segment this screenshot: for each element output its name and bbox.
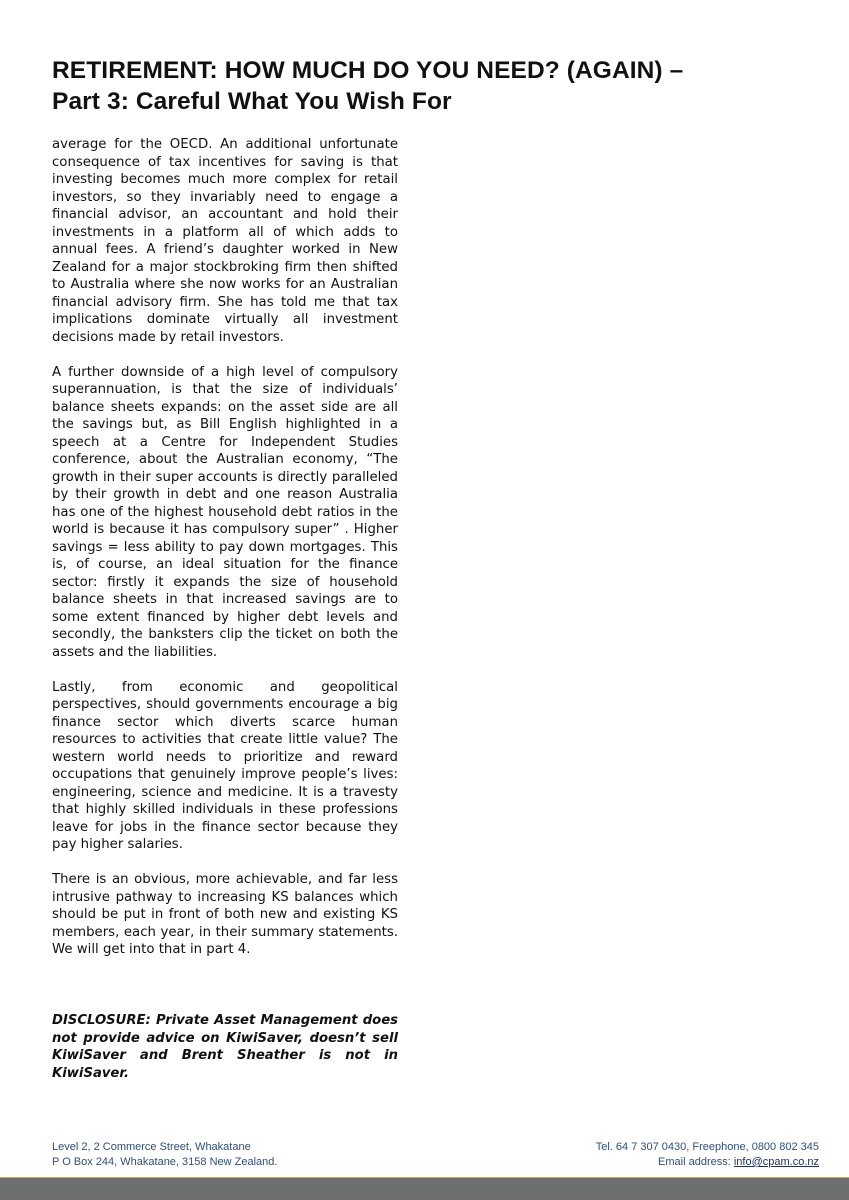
footer-contact [596, 1140, 819, 1170]
paragraph-2: A further downside of a high level of compulsory superannuation, is that the size of individuals’ balance sheets expands: on the asset side are all the savings but, as Bill English highlighted in a speech at a Centre for Independent Studies conference, about the Australian economy, “The growth in their super accounts is directly paralleled by their growth in debt and one reason Australia has one of the highest household debt ratios in the world is because it has compulsory super” . Higher savings = less ability to pay down mortgages. This is, of course, an ideal situation for the finance sector: firstly it expands the size of household balance sheets in that increased savings are to some extent financed by higher debt levels and secondly, the banksters clip the ticket on both the assets and the liabilities. [52, 364, 398, 660]
footer-email-row [596, 1155, 819, 1170]
paragraph-1: average for the OECD. An additional unfortunate consequence of tax incentives for saving is that investing becomes much more complex for retail investors, so they invariably need to engage a financial advisor, an accountant and hold their investments in a platform all of which adds to annual fees. A friend’s daughter worked in New Zealand for a major stockbroking firm then shifted to Australia where she now works for an Australian financial advisory firm. She has told me that tax implications dominate virtually all investment decisions made by retail investors. [52, 137, 398, 345]
title-line-2: Part 3: Careful What You Wish For [52, 88, 452, 115]
footer-email-link[interactable]: info@cpam.co.nz [733, 1156, 819, 1168]
footer-phone: Tel. 64 7 307 0430, Freephone, 0800 802 345 [595, 1141, 819, 1153]
article-body [52, 136, 398, 959]
title-line-1: RETIREMENT: HOW MUCH DO YOU NEED? (AGAIN) – [52, 57, 684, 84]
footer-email-label: Email address: [658, 1156, 734, 1168]
footer-address-line-1: Level 2, 2 Commerce Street, Whakatane [52, 1141, 251, 1153]
footer-address [52, 1140, 277, 1170]
footer-address-line-2: P O Box 244, Whakatane, 3158 New Zealand. [52, 1156, 278, 1168]
footer-bar [0, 1177, 849, 1200]
paragraph-4: There is an obvious, more achievable, and far less intrusive pathway to increasing KS balances which should be put in front of both new and existing KS members, each year, in their summary statements. We will get into that in part 4. [52, 872, 398, 957]
paragraph-3: Lastly, from economic and geopolitical perspectives, should governments encourage a big finance sector which diverts scarce human resources to activities that create little value? The western world needs to prioritize and reward occupations that genuinely improve people’s lives: engineering, science and medicine. It is a travesty that highly skilled individuals in these professions leave for jobs in the finance sector because they pay higher salaries. [52, 679, 398, 852]
document-title [52, 55, 812, 117]
disclosure-note: DISCLOSURE: Private Asset Management does not provide advice on KiwiSaver, doesn’t sell KiwiSaver and Brent Sheather is not in KiwiSaver. [52, 1013, 398, 1081]
